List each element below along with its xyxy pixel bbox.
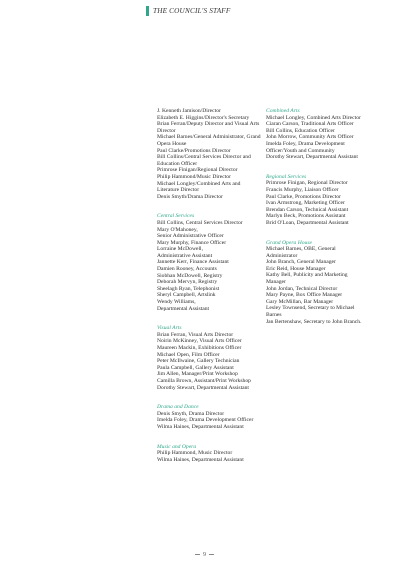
staff-line: Marlyn Beck, Promotions Assistant <box>266 213 346 220</box>
staff-line: Sheryl Campbell, Artslink <box>157 292 216 299</box>
staff-line: John Jordan, Technical Director <box>266 285 338 292</box>
staff-line: Michael Open, Film Officer <box>157 351 220 358</box>
staff-line: Bill Collins, Education Officer <box>266 127 335 134</box>
header-title: THE COUNCIL'S STAFF <box>153 7 231 15</box>
left-column <box>157 108 261 476</box>
staff-line: Damien Rooney, Accounts <box>157 266 217 273</box>
section-title: Grand Opera House <box>266 239 312 246</box>
staff-line: John Morrow, Community Arts Officer <box>266 134 354 141</box>
staff-line: Lesley Townsend, Secretary to Michael Barnes <box>266 305 355 319</box>
staff-line: Jannette Kerr, Finance Assistant <box>157 259 229 266</box>
staff-line: Francis Murphy, Liaison Officer <box>266 186 339 193</box>
staff-line: Bill Collins, Central Services Director <box>157 219 243 226</box>
staff-section <box>157 213 261 312</box>
staff-line: Wilma Haines, Departmental Assistant <box>157 423 244 430</box>
staff-section <box>157 108 261 200</box>
staff-line: Paul Clarke/Promotions Director <box>157 147 231 154</box>
staff-line: J. Kenneth Jamison/Director <box>157 108 221 114</box>
staff-line: Mary Payne, Box Office Manager <box>266 292 343 299</box>
staff-line: Imelda Foley, Drama Development Officer <box>157 417 254 424</box>
staff-line: Deborah Mervyn, Registry <box>157 279 218 286</box>
staff-line: Siobhan McDowell, Registry <box>157 272 223 279</box>
page-number-rule-right <box>209 554 214 555</box>
staff-line: Brian Ferran, Visual Arts Director <box>157 331 234 338</box>
staff-line: Dorothy Stewart, Departmental Assistant <box>157 384 249 391</box>
staff-line: Maureen Mackin, Exhibitions Officer <box>157 345 242 351</box>
staff-section <box>266 108 364 161</box>
section-title: Drama and Dance <box>157 404 199 411</box>
staff-line: Gary McMillan, Bar Manager <box>266 298 334 305</box>
staff-line: Lorraine McDowell, <box>157 246 203 253</box>
staff-line: Brid O'Loan, Departmental Assistant <box>266 219 349 226</box>
page-number-rule-left <box>195 554 200 555</box>
page-number <box>0 552 409 558</box>
staff-line: Michael Longley/Combined Arts and Literature Director <box>157 180 241 194</box>
staff-section <box>266 240 364 326</box>
staff-line: Departmental Assistant <box>157 305 210 312</box>
staff-line: Mary O'Mahoney, <box>157 226 198 233</box>
staff-line: Philip Hammond/Music Director <box>157 173 231 180</box>
staff-line: Brian Ferran/Deputy Director and Visual Arts Director <box>157 121 260 134</box>
staff-line: Paul Clarke, Promotions Director <box>266 193 341 200</box>
staff-line: Jan Bertenshaw, Secretary to John Branch. <box>266 318 362 325</box>
staff-line: Administrative Assistant <box>157 252 213 259</box>
staff-line: Sheelagh Ryan, Telephonist <box>157 285 220 292</box>
staff-line: Senior Administrative Officer <box>157 233 224 240</box>
staff-line: Denis Smyth/Drama Director <box>157 193 223 200</box>
header-accent-bar <box>146 6 149 16</box>
staff-section <box>157 444 261 464</box>
staff-line: Eric Reid, House Manager <box>266 265 326 272</box>
section-title: Regional Services <box>266 173 307 180</box>
staff-line: Elizabeth E. Higgins/Director's Secretary <box>157 114 250 121</box>
staff-line: Peter McIlwaine, Gallery Technician <box>157 358 240 365</box>
staff-line: Michael Barnes/General Administrator, Grand Opera House <box>157 134 261 147</box>
staff-line: Michael Longley, Combined Arts Director <box>266 114 361 121</box>
staff-line: Mary Murphy, Finance Officer <box>157 239 227 246</box>
staff-line: Ciaran Carson, Traditional Arts Officer <box>266 121 354 128</box>
staff-line: Noirin McKinney, Visual Arts Officer <box>157 338 242 345</box>
staff-line: Primrose Finigan/Regional Director <box>157 167 238 174</box>
staff-line: Primrose Finigan, Regional Director <box>266 180 348 187</box>
staff-line: Jim Allen, Manager/Print Workshop <box>157 371 238 378</box>
staff-line: Imelda Foley, Drama Development Officer/Youth and Community <box>266 140 345 154</box>
section-title: Central Services <box>157 213 195 220</box>
staff-line: Ivan Armstrong, Marketing Officer <box>266 200 345 207</box>
staff-section <box>266 174 364 227</box>
right-column <box>266 108 364 338</box>
staff-section <box>157 325 261 391</box>
staff-line: Denis Smyth, Drama Director <box>157 410 225 417</box>
staff-line: Dorothy Stewart, Departmental Assistant <box>266 154 358 161</box>
section-title: Combined Arts <box>266 108 300 114</box>
staff-line: Wilma Haines, Departmental Assistant <box>157 456 244 463</box>
staff-line: Camilla Brown, Assistant/Print Workshop <box>157 377 251 384</box>
staff-line: Wendy Williams, <box>157 299 196 306</box>
staff-line: Bill Collins/Central Services Director and Education Officer <box>157 154 251 167</box>
page-header <box>146 5 231 17</box>
section-title: Visual Arts <box>157 325 182 332</box>
staff-line: Paula Campbell, Gallery Assistant <box>157 364 234 371</box>
staff-line: John Branch, General Manager <box>266 259 336 266</box>
staff-line: Brendan Carson, Technical Assistant <box>266 206 349 213</box>
staff-line: Philip Hammond, Music Director <box>157 450 233 457</box>
page-number-value: 9 <box>203 552 206 558</box>
section-title: Music and Opera <box>157 443 197 450</box>
staff-line: Michael Barnes, OBE, General Administrator <box>266 246 336 259</box>
staff-line: Kathy Bell, Publicity and Marketing Manager <box>266 272 348 286</box>
staff-section <box>157 404 261 430</box>
